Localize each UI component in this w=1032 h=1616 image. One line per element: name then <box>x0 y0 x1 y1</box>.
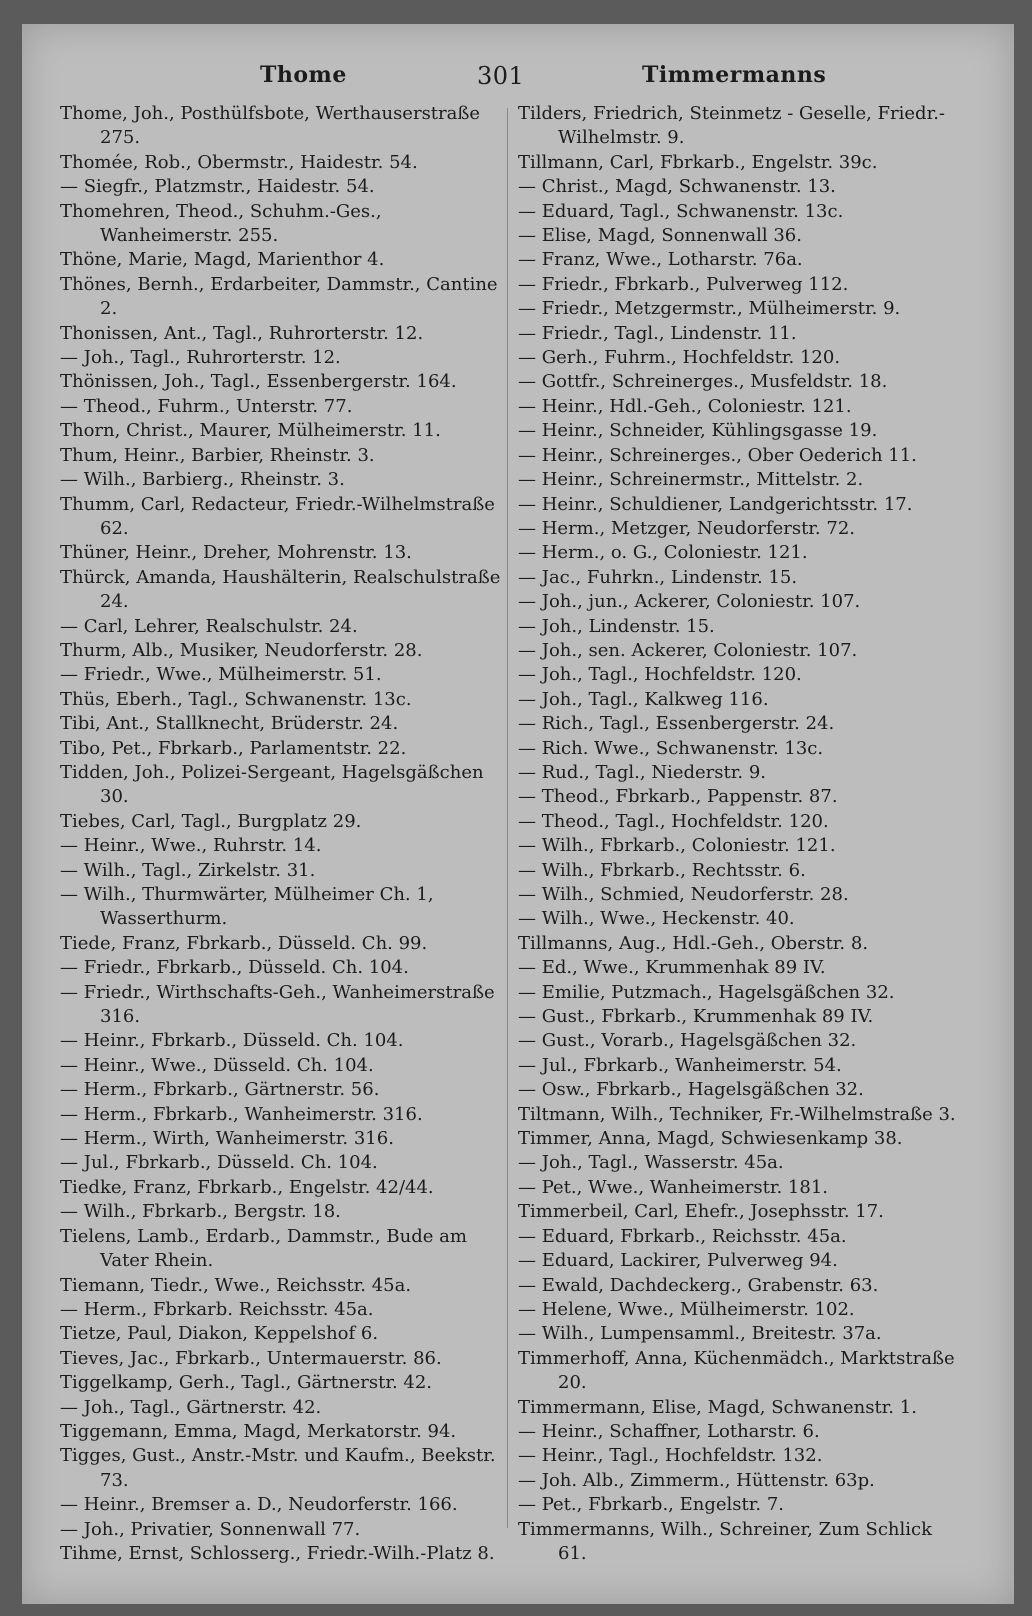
directory-entry: — Heinr., Schaffner, Lotharstr. 6. <box>518 1420 820 1442</box>
directory-entry: — Rich. Wwe., Schwanenstr. 13c. <box>518 737 824 759</box>
directory-entry: — Friedr., Wirthschafts-Geh., Wanheimerstraße 316. <box>60 981 501 1028</box>
directory-entry: Tiemann, Tiedr., Wwe., Reichsstr. 45a. <box>60 1274 412 1296</box>
directory-entry: — Carl, Lehrer, Realschulstr. 24. <box>60 615 358 637</box>
directory-entry: — Eduard, Lackirer, Pulverweg 94. <box>518 1250 838 1272</box>
directory-entry: Tiltmann, Wilh., Techniker, Fr.-Wilhelmstraße 3. <box>518 1103 956 1125</box>
directory-entry: — Joh., Tagl., Hochfeldstr. 120. <box>518 664 802 686</box>
directory-entry: — Joh., Privatier, Sonnenwall 77. <box>60 1518 361 1540</box>
directory-entry: — Joh., jun., Ackerer, Coloniestr. 107. <box>518 591 861 613</box>
directory-entry: — Heinr., Schuldiener, Landgerichtsstr. 17. <box>518 493 913 515</box>
directory-entry: — Rud., Tagl., Niederstr. 9. <box>518 761 766 783</box>
directory-entry: — Jac., Fuhrkn., Lindenstr. 15. <box>518 566 798 588</box>
directory-entry: Timmermann, Elise, Magd, Schwanenstr. 1. <box>518 1396 917 1418</box>
directory-entry: — Ed., Wwe., Krummenhak 89 IV. <box>518 957 826 979</box>
directory-entry: Thüner, Heinr., Dreher, Mohrenstr. 13. <box>60 542 412 564</box>
directory-entry: Tiebes, Carl, Tagl., Burgplatz 29. <box>60 810 362 832</box>
directory-entry: — Heinr., Tagl., Hochfeldstr. 132. <box>518 1445 823 1467</box>
directory-entry: — Theod., Fbrkarb., Pappenstr. 87. <box>518 786 838 808</box>
directory-entry: — Wilh., Schmied, Neudorferstr. 28. <box>518 884 849 905</box>
directory-entry: — Heinr., Wwe., Ruhrstr. 14. <box>60 835 322 857</box>
directory-entry: — Heinr., Fbrkarb., Düsseld. Ch. 104. <box>60 1030 404 1052</box>
directory-entry: Thönissen, Joh., Tagl., Essenbergerstr. 164. <box>60 371 457 393</box>
directory-entry: — Heinr., Bremser a. D., Neudorferstr. 166. <box>60 1494 458 1516</box>
directory-entry: — Friedr., Metzgermstr., Mülheimerstr. 9. <box>518 298 901 320</box>
directory-entry: — Joh., Lindenstr. 15. <box>518 615 715 637</box>
directory-entry: — Wilh., Barbierg., Rheinstr. 3. <box>60 469 345 491</box>
directory-entry: Thüs, Eberh., Tagl., Schwanenstr. 13c. <box>60 688 412 710</box>
directory-entry: — Gerh., Fuhrm., Hochfeldstr. 120. <box>518 347 841 369</box>
directory-entry: — Ewald, Dachdeckerg., Grabenstr. 63. <box>518 1274 879 1296</box>
directory-entry: Tielens, Lamb., Erdarb., Dammstr., Bude am Vater Rhein. <box>60 1225 473 1272</box>
directory-entry: — Heinr., Wwe., Düsseld. Ch. 104. <box>60 1054 374 1076</box>
directory-entry: — Wilh., Tagl., Zirkelstr. 31. <box>60 859 316 881</box>
directory-entry: — Wilh., Thurmwärter, Mülheimer Ch. 1, Wasserthurm. <box>60 884 440 930</box>
directory-entry: — Elise, Magd, Sonnenwall 36. <box>518 225 802 247</box>
directory-entry: — Herm., Fbrkarb., Gärtnerstr. 56. <box>60 1079 380 1101</box>
directory-entry: — Gust., Vorarb., Hagelsgäßchen 32. <box>518 1030 857 1052</box>
directory-entry: Tieves, Jac., Fbrkarb., Untermauerstr. 86. <box>60 1347 442 1369</box>
directory-entry: — Joh., Tagl., Wasserstr. 45a. <box>518 1152 784 1174</box>
directory-entry: — Herm., Fbrkarb. Reichsstr. 45a. <box>60 1298 374 1320</box>
directory-entry: Tidden, Joh., Polizei-Sergeant, Hagelsgäßchen 30. <box>60 761 490 808</box>
directory-entry: — Wilh., Lumpensamml., Breitestr. 37a. <box>518 1323 882 1345</box>
directory-entry: Thönes, Bernh., Erdarbeiter, Dammstr., Cantine 2. <box>60 273 504 320</box>
directory-entry: — Rich., Tagl., Essenbergerstr. 24. <box>518 713 835 735</box>
directory-entry: Thonissen, Ant., Tagl., Ruhrorterstr. 12. <box>60 322 424 344</box>
directory-entry: Tiggemann, Emma, Magd, Merkatorstr. 94. <box>60 1420 457 1442</box>
directory-entry: Thumm, Carl, Redacteur, Friedr.-Wilhelmstraße 62. <box>60 493 501 539</box>
directory-entry: — Herm., o. G., Coloniestr. 121. <box>518 542 808 564</box>
directory-entry: Tigges, Gust., Anstr.-Mstr. und Kaufm., Beekstr. 73. <box>60 1445 502 1491</box>
directory-entry: — Heinr., Schneider, Kühlingsgasse 19. <box>518 420 878 442</box>
directory-entry: — Emilie, Putzmach., Hagelsgäßchen 32. <box>518 981 895 1003</box>
directory-entry: Thorn, Christ., Maurer, Mülheimerstr. 11. <box>60 420 441 442</box>
directory-entry: — Gust., Fbrkarb., Krummenhak 89 IV. <box>518 1006 874 1028</box>
directory-entry: — Herm., Wirth, Wanheimerstr. 316. <box>60 1128 394 1150</box>
directory-entry: — Eduard, Fbrkarb., Reichsstr. 45a. <box>518 1225 847 1247</box>
directory-entry: Tillmann, Carl, Fbrkarb., Engelstr. 39c. <box>518 151 878 173</box>
directory-entry: Tiedke, Franz, Fbrkarb., Engelstr. 42/44. <box>60 1176 434 1198</box>
directory-entry: Timmermanns, Wilh., Schreiner, Zum Schlick 61. <box>518 1518 938 1564</box>
directory-entry: — Pet., Fbrkarb., Engelstr. 7. <box>518 1494 785 1516</box>
directory-entry: Tiede, Franz, Fbrkarb., Düsseld. Ch. 99. <box>60 932 428 954</box>
directory-entry: — Christ., Magd, Schwanenstr. 13. <box>518 176 836 198</box>
directory-page <box>22 24 1014 1604</box>
directory-entry: — Gottfr., Schreinerges., Musfeldstr. 18. <box>518 371 888 393</box>
directory-entry: — Wilh., Fbrkarb., Bergstr. 18. <box>60 1201 341 1223</box>
directory-entry: — Herm., Fbrkarb., Wanheimerstr. 316. <box>60 1103 423 1125</box>
directory-entry: — Helene, Wwe., Mülheimerstr. 102. <box>518 1298 855 1320</box>
directory-entry: — Wilh., Fbrkarb., Coloniestr. 121. <box>518 835 836 857</box>
directory-entry: — Joh., Tagl., Ruhrorterstr. 12. <box>60 347 341 369</box>
header-left-keyword: Thome <box>260 62 347 88</box>
directory-entry: — Siegfr., Platzmstr., Haidestr. 54. <box>60 176 375 198</box>
directory-entry: — Heinr., Schreinermstr., Mittelstr. 2. <box>518 469 864 491</box>
directory-entry: Tilders, Friedrich, Steinmetz - Geselle, Friedr.-Wilhelmstr. 9. <box>518 103 945 149</box>
directory-entry: — Joh., Tagl., Gärtnerstr. 42. <box>60 1396 322 1418</box>
directory-entry: Thürck, Amanda, Haushälterin, Realschulstraße 24. <box>60 566 507 613</box>
header-right-keyword: Timmermanns <box>642 62 827 88</box>
directory-entry: — Joh., sen. Ackerer, Coloniestr. 107. <box>518 639 858 661</box>
directory-entry: — Jul., Fbrkarb., Düsseld. Ch. 104. <box>60 1152 378 1174</box>
directory-entry: — Wilh., Fbrkarb., Rechtsstr. 6. <box>518 859 806 881</box>
directory-entry: Tietze, Paul, Diakon, Keppelshof 6. <box>60 1323 379 1345</box>
directory-entry: — Eduard, Tagl., Schwanenstr. 13c. <box>518 200 844 222</box>
directory-entry: Tihme, Ernst, Schlosserg., Friedr.-Wilh.-Platz 8. <box>60 1542 495 1564</box>
page-number: 301 <box>477 62 525 90</box>
directory-entry: Tibi, Ant., Stallknecht, Brüderstr. 24. <box>60 713 399 735</box>
directory-entry: — Joh. Alb., Zimmerm., Hüttenstr. 63p. <box>518 1469 875 1491</box>
directory-entry: — Franz, Wwe., Lotharstr. 76a. <box>518 249 803 271</box>
directory-entry: — Theod., Tagl., Hochfeldstr. 120. <box>518 810 829 832</box>
directory-entry: Thome, Joh., Posthülfsbote, Werthauserstraße 275. <box>60 103 486 149</box>
directory-entry: — Herm., Metzger, Neudorferstr. 72. <box>518 517 855 539</box>
directory-entry: — Heinr., Hdl.-Geh., Coloniestr. 121. <box>518 395 852 417</box>
directory-entry: — Friedr., Fbrkarb., Düsseld. Ch. 104. <box>60 957 409 979</box>
directory-entry: Thomehren, Theod., Schuhm.-Ges., Wanheimerstr. 255. <box>60 200 388 247</box>
directory-entry: — Pet., Wwe., Wanheimerstr. 181. <box>518 1176 829 1198</box>
directory-entry: — Friedr., Tagl., Lindenstr. 11. <box>518 322 797 344</box>
directory-entry: Tillmanns, Aug., Hdl.-Geh., Oberstr. 8. <box>518 932 869 954</box>
left-column <box>60 102 512 1566</box>
directory-entry: Thurm, Alb., Musiker, Neudorferstr. 28. <box>60 639 423 661</box>
directory-entry: Thöne, Marie, Magd, Marienthor 4. <box>60 249 385 271</box>
directory-entry: — Heinr., Schreinerges., Ober Oederich 11. <box>518 444 917 466</box>
directory-entry: Thomée, Rob., Obermstr., Haidestr. 54. <box>60 151 418 173</box>
directory-entry: — Jul., Fbrkarb., Wanheimerstr. 54. <box>518 1054 842 1076</box>
directory-entry: Thum, Heinr., Barbier, Rheinstr. 3. <box>60 444 375 466</box>
directory-entry: — Joh., Tagl., Kalkweg 116. <box>518 688 769 710</box>
directory-entry: Tiggelkamp, Gerh., Tagl., Gärtnerstr. 42. <box>60 1372 433 1394</box>
directory-entry: — Friedr., Fbrkarb., Pulverweg 112. <box>518 273 849 295</box>
directory-entry: — Wilh., Wwe., Heckenstr. 40. <box>518 908 795 930</box>
directory-entry: Timmerhoff, Anna, Küchenmädch., Marktstraße 20. <box>518 1347 961 1394</box>
directory-entry: — Theod., Fuhrm., Unterstr. 77. <box>60 395 353 417</box>
directory-entry: Timmerbeil, Carl, Ehefr., Josephsstr. 17. <box>518 1201 884 1223</box>
directory-entry: — Friedr., Wwe., Mülheimerstr. 51. <box>60 664 382 686</box>
directory-entry: — Osw., Fbrkarb., Hagelsgäßchen 32. <box>518 1079 864 1101</box>
right-column <box>518 102 961 1566</box>
directory-entry: Timmer, Anna, Magd, Schwiesenkamp 38. <box>518 1128 903 1150</box>
directory-entry: Tibo, Pet., Fbrkarb., Parlamentstr. 22. <box>60 737 407 759</box>
